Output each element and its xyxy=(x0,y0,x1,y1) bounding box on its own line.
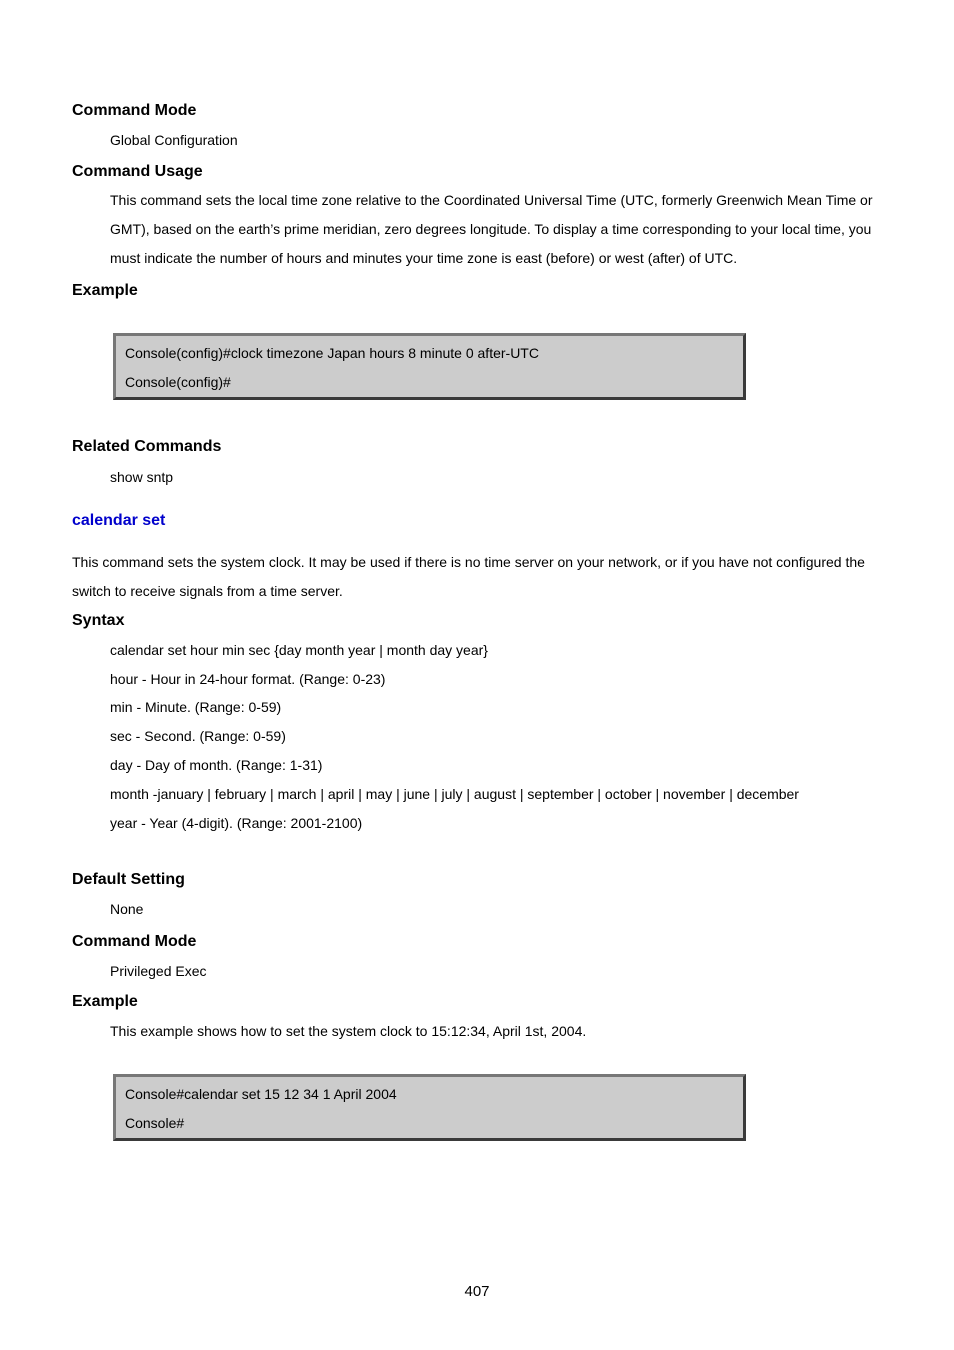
command-mode-value: Global Configuration xyxy=(110,132,238,148)
code-block-calendar xyxy=(113,1074,746,1141)
command-description: This command sets the system clock. It may be used if there is no time server on your network, or if you have not configured the switch to receive signals from a time server. xyxy=(72,554,865,599)
syntax-line: min - Minute. (Range: 0-59) xyxy=(110,699,282,715)
command-title-link[interactable]: calendar set xyxy=(72,512,166,529)
command-mode-value: Privileged Exec xyxy=(110,963,207,979)
syntax-line: hour - Hour in 24-hour format. (Range: 0-23) xyxy=(110,671,386,687)
code-line: Console#calendar set 15 12 34 1 April 2004 xyxy=(125,1086,397,1102)
syntax-line: sec - Second. (Range: 0-59) xyxy=(110,728,286,744)
example-heading: Example xyxy=(72,993,138,1010)
page-number: 407 xyxy=(464,1283,490,1300)
code-block-timezone xyxy=(113,333,746,400)
command-usage-heading: Command Usage xyxy=(72,163,203,180)
example-text: This example shows how to set the system clock to 15:12:34, April 1st, 2004. xyxy=(110,1023,587,1039)
syntax-line: month -january | february | march | april | may | june | july | august | september | october | november | december xyxy=(110,786,799,802)
default-setting-value: None xyxy=(110,901,144,917)
command-usage-text: This command sets the local time zone relative to the Coordinated Universal Time (UTC, formerly Greenwich Mean Time or GMT), based on the earth’s prime meridian, zero degrees longitude. To display a time corresponding to your local time, you must indicate the number of hours and minutes your time zone is east (before) or west (after) of UTC. xyxy=(110,192,873,266)
default-setting-heading: Default Setting xyxy=(72,871,185,888)
syntax-line: year - Year (4-digit). (Range: 2001-2100) xyxy=(110,815,363,831)
example-heading: Example xyxy=(72,282,138,299)
code-line: Console(config)#clock timezone Japan hours 8 minute 0 after-UTC xyxy=(125,345,539,361)
syntax-heading: Syntax xyxy=(72,612,125,629)
code-line: Console# xyxy=(125,1115,185,1131)
code-line: Console(config)# xyxy=(125,374,231,390)
related-command-value: show sntp xyxy=(110,469,174,485)
command-mode-heading: Command Mode xyxy=(72,102,197,119)
syntax-line: day - Day of month. (Range: 1-31) xyxy=(110,757,323,773)
related-commands-heading: Related Commands xyxy=(72,438,222,455)
syntax-line: calendar set hour min sec {day month year | month day year} xyxy=(110,642,488,658)
command-mode-heading: Command Mode xyxy=(72,933,197,950)
